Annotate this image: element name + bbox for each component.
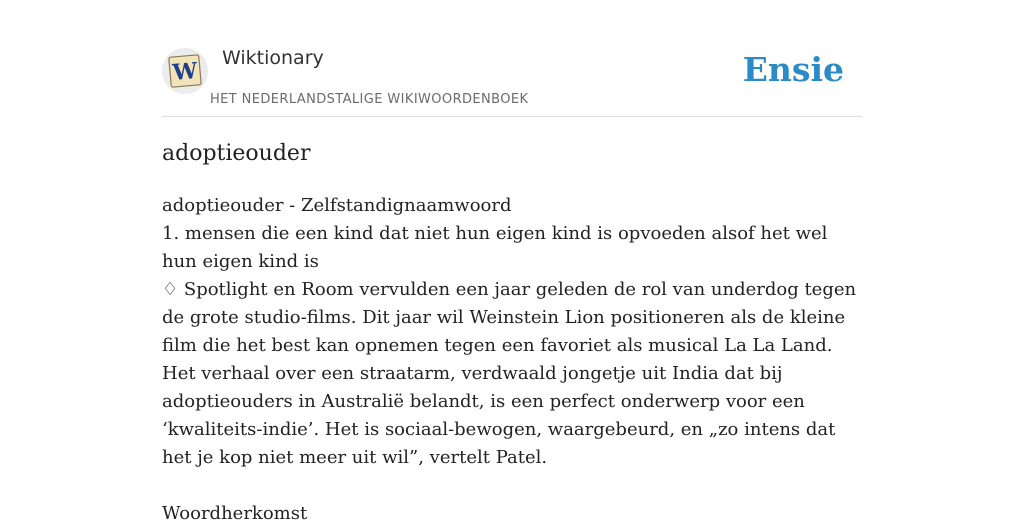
ensie-brand-link[interactable]: Ensie [742, 50, 844, 89]
site-tagline: HET NEDERLANDSTALIGE WIKIWOORDENBOEK [210, 92, 529, 107]
section-gap [162, 472, 862, 500]
entry-heading: adoptieouder - Zelfstandignaamwoord [162, 195, 512, 216]
wiktionary-logo-icon[interactable] [162, 48, 208, 94]
wiktionary-tile-icon [166, 53, 204, 89]
site-header [162, 44, 862, 117]
section-heading-woordherkomst: Woordherkomst [162, 503, 308, 524]
entry-example: ♢ Spotlight en Room vervulden een jaar geleden de rol van underdog tegen de grote studio-films. Dit jaar wil Weinstein Lion positioneren als de kleine film die het best kan opnemen tegen een favoriet als musical La La Land. Het verhaal over een straatarm, verdwaald jongetje uit India dat bij adoptieouders in Australië belandt, is een perfect onderwerp voor een ‘kwaliteits-indie’. Het is sociaal-bewogen, waargebeurd, en „zo intens dat het je kop niet meer uit wil”, vertelt Patel. [162, 279, 857, 468]
page-title: adoptieouder [162, 141, 311, 166]
logo-letter: W [171, 57, 199, 87]
entry-content [162, 192, 862, 528]
entry-definition: 1. mensen die een kind dat niet hun eigen kind is opvoeden alsof het wel hun eigen kind is [162, 223, 828, 272]
site-name[interactable]: Wiktionary [222, 47, 324, 69]
